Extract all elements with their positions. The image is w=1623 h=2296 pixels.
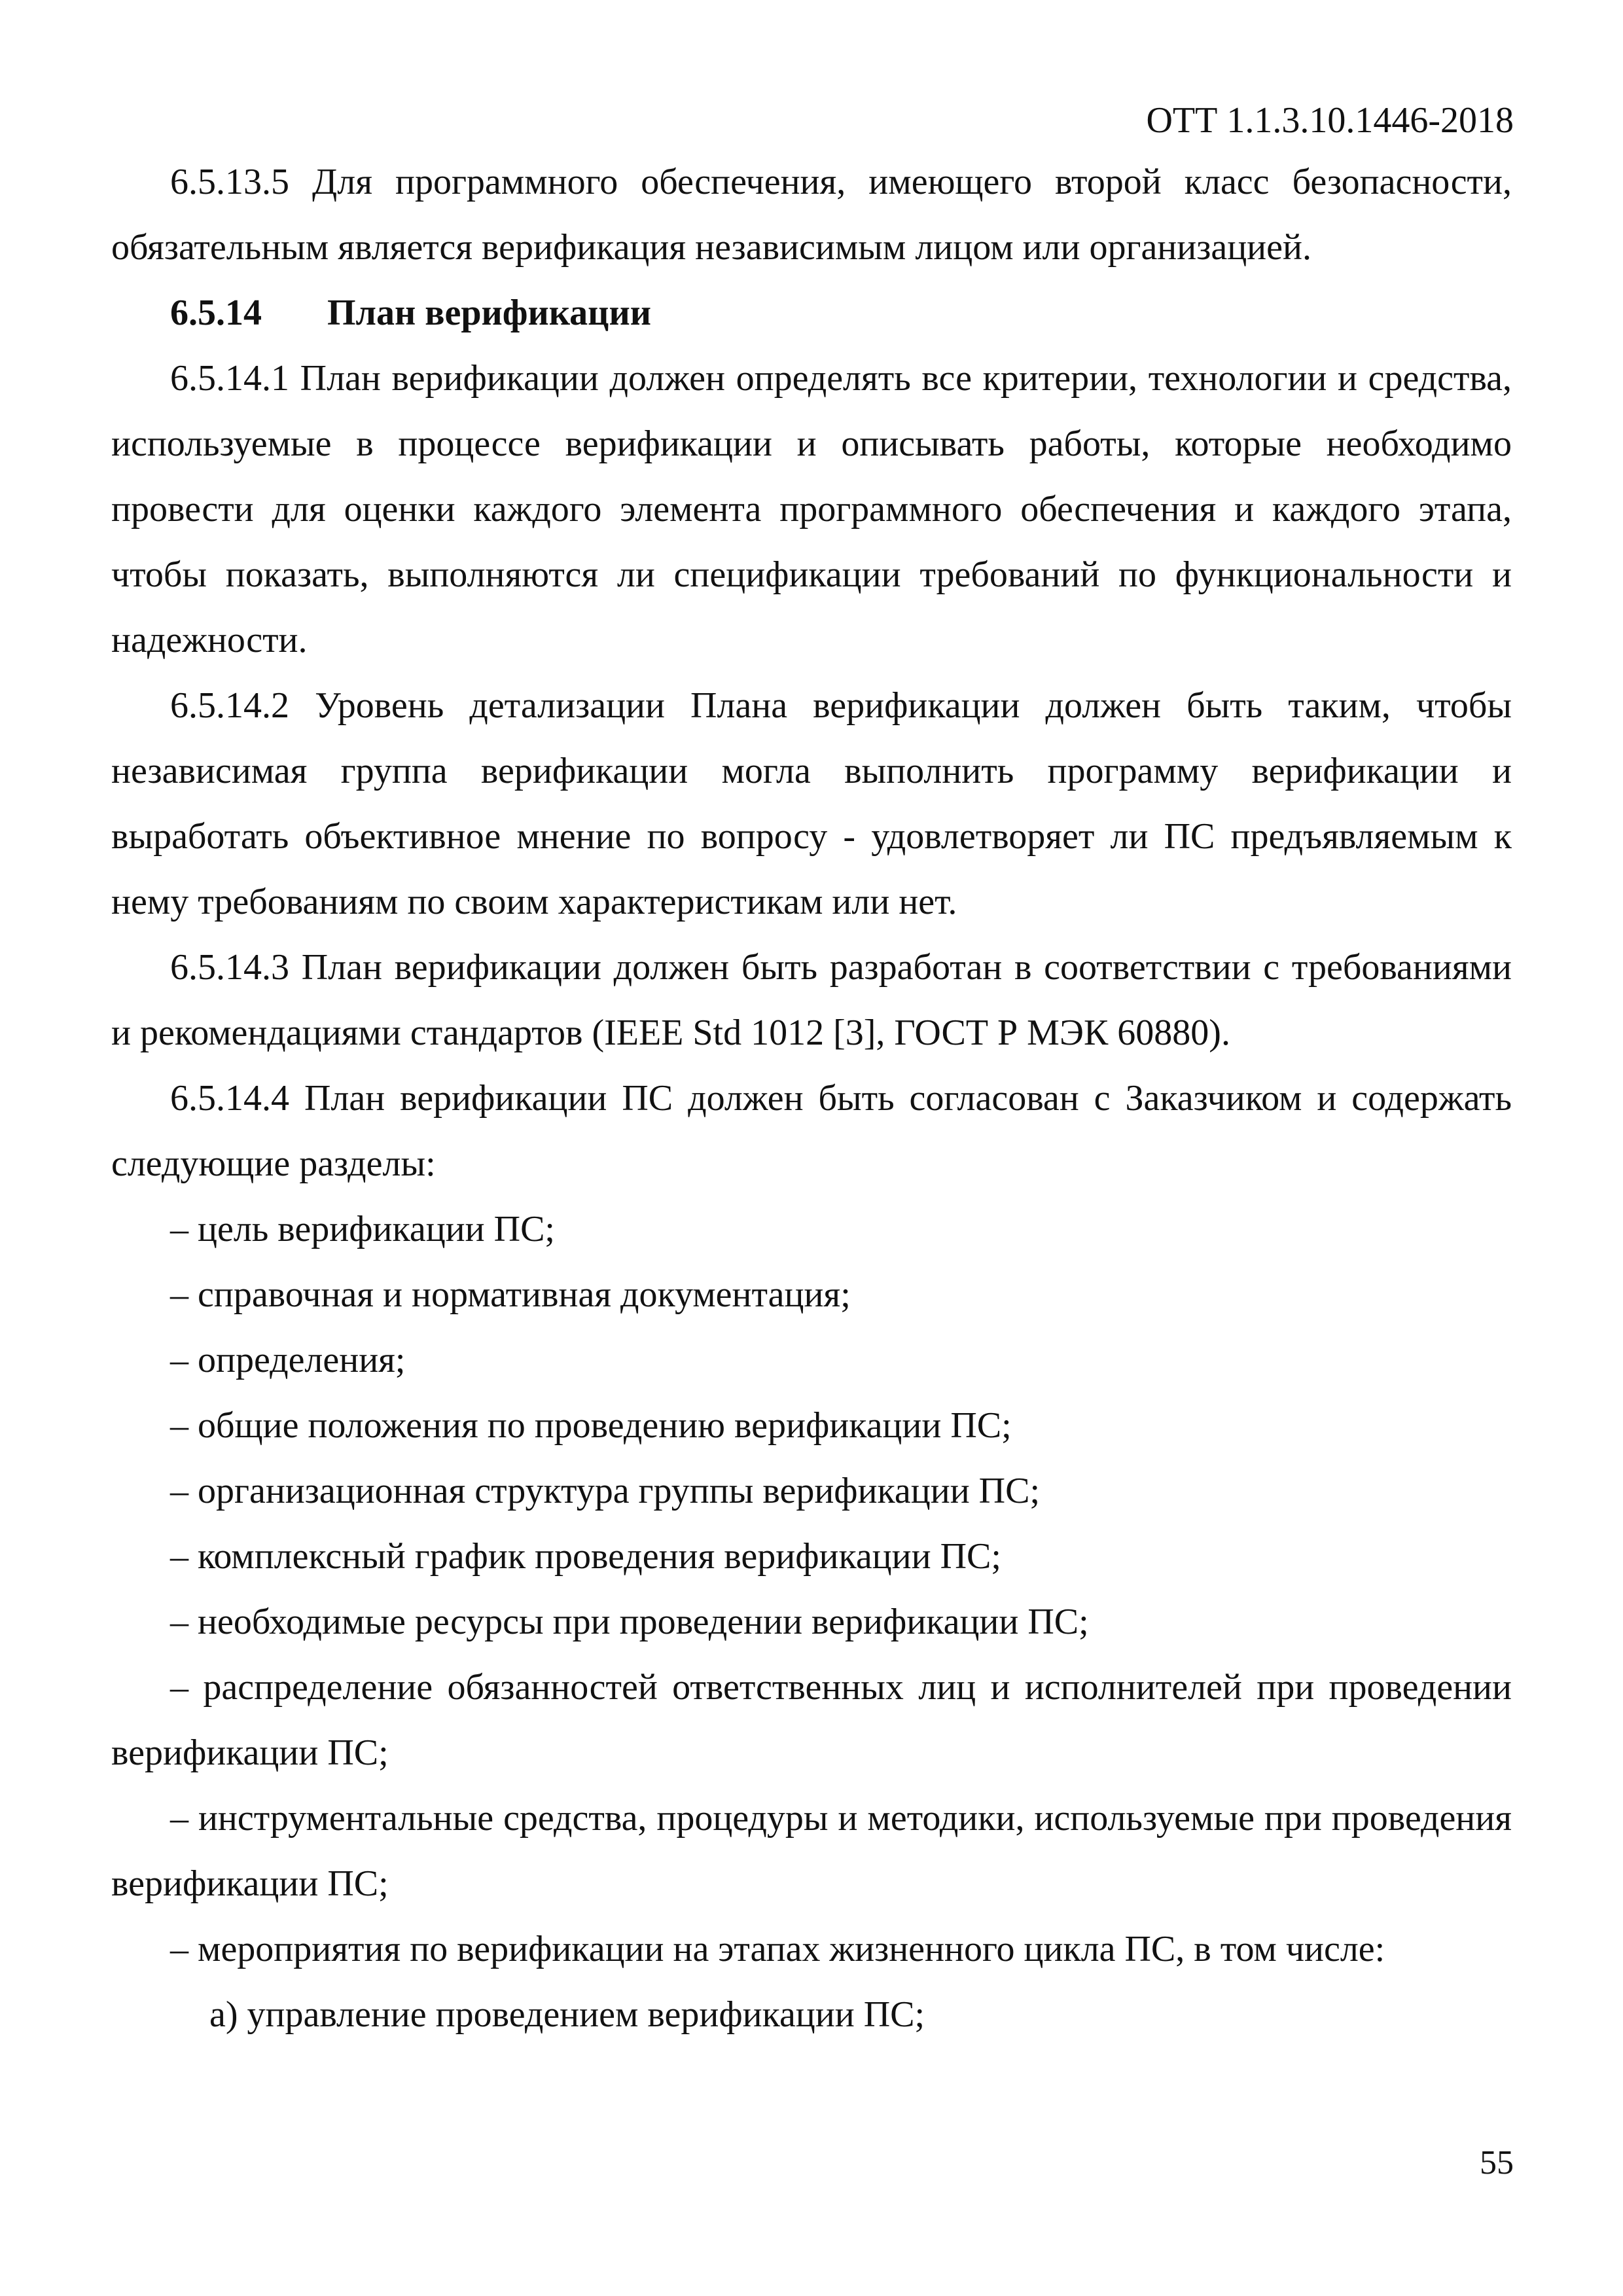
list-item: – инструментальные средства, процедуры и методики, используемые при проведения верификации ПС; [111,1798,1512,1904]
list-item: – комплексный график проведения верификации ПС; [170,1536,1001,1577]
paragraph-6-5-14-1: 6.5.14.1 План верификации должен определять все критерии, технологии и средства, используемые в процессе верификации и описывать работы, которые необходимо провести для оценки каждого элемента программного обеспечения и каждого этапа, чтобы показать, выполняются ли спецификации требований по функциональности и надежности. [111,358,1512,660]
document-code-header: ОТТ 1.1.3.10.1446-2018 [1146,100,1514,141]
paragraph-6-5-13-5: 6.5.13.5 Для программного обеспечения, имеющего второй класс безопасности, обязательным является верификация независимым лицом или организацией. [111,162,1512,268]
list-item: – общие положения по проведению верификации ПС; [170,1405,1012,1446]
list-item: – цель верификации ПС; [170,1209,555,1249]
page-number: 55 [1480,2144,1514,2181]
paragraph-6-5-14-4: 6.5.14.4 План верификации ПС должен быть согласован с Заказчиком и содержать следующие разделы: [111,1078,1512,1184]
list-item: – определения; [170,1340,406,1380]
section-heading [111,280,1512,346]
plan-sections-list [111,1196,1512,1982]
list-item: – справочная и нормативная документация; [170,1274,851,1315]
sublist-item: а) управление проведением верификации ПС; [209,1994,925,2035]
page-content [111,149,1512,2047]
list-item: – необходимые ресурсы при проведении верификации ПС; [170,1602,1089,1642]
activities-sublist [111,1982,1512,2047]
section-title: План верификации [327,293,651,333]
list-item: – распределение обязанностей ответственных лиц и исполнителей при проведении верификации ПС; [111,1667,1512,1773]
paragraph-6-5-14-3: 6.5.14.3 План верификации должен быть разработан в соответствии с требованиями и рекомендациями стандартов (IEEE Std 1012 [3], ГОСТ Р МЭК 60880). [111,947,1512,1053]
paragraph-6-5-14-2: 6.5.14.2 Уровень детализации Плана верификации должен быть таким, чтобы независимая группа верификации могла выполнить программу верификации и выработать объективное мнение по вопросу - удовлетворяет ли ПС предъявляемым к нему требованиям по своим характеристикам или нет. [111,685,1512,922]
list-item: – мероприятия по верификации на этапах жизненного цикла ПС, в том числе: [170,1929,1385,1969]
list-item: – организационная структура группы верификации ПС; [170,1471,1041,1511]
section-number: 6.5.14 [170,293,262,333]
